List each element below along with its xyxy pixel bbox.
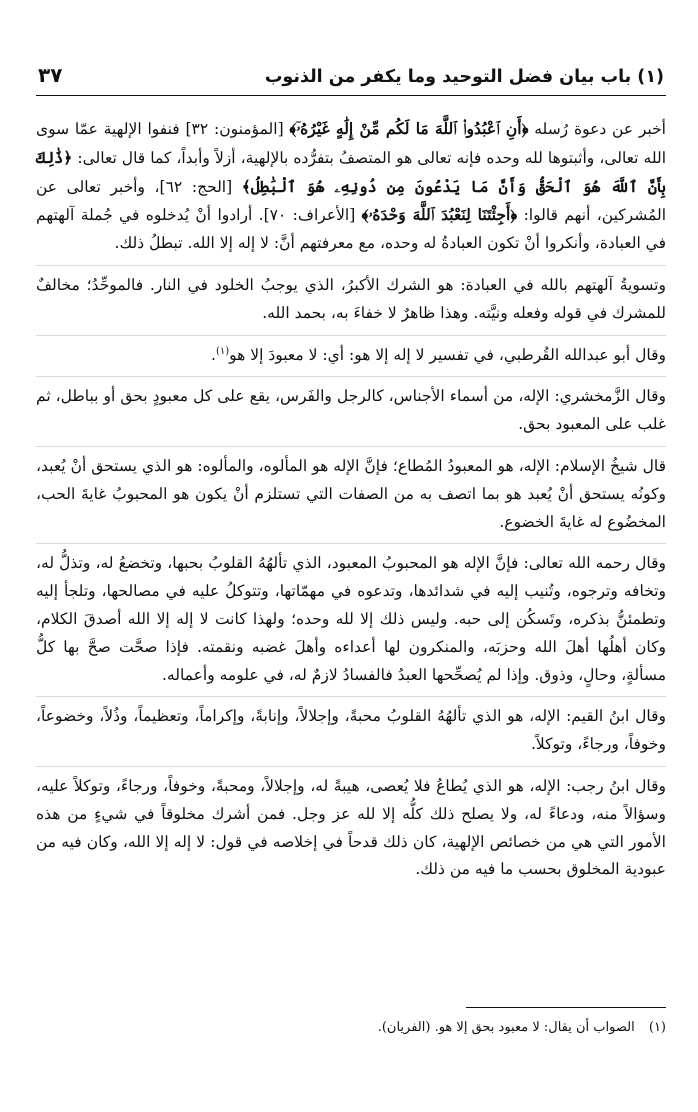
book-page (36, 62, 666, 1092)
footnote-marker: (١) (648, 1020, 666, 1035)
paragraph-text: وقال الزَّمخشري: الإله، من أسماء الأجناس، كالرجل والفَرس، يقع على كل معبودٍ بحق أو بباطل، ثم غلب على المعبود بحق. (36, 387, 666, 434)
running-header (36, 62, 666, 96)
paragraph-text: [المؤمنون: ٣٢] فنفوا الإلهية عمّا سوى الله تعالى، وأثبتوها لله وحده فإنه تعالى هو المتصفُ بتفرُّده بالإلهية، أزلاً وأبداً، كما قال تعالى: (36, 120, 666, 167)
paragraph (36, 544, 666, 697)
quran-verse: ﴿أَنِ ٱعْبُدُوا۟ ٱللَّهَ مَا لَكُم مِّنْ إِلَٰهٍ غَيْرُهُۥٓ﴾ (289, 119, 529, 138)
paragraph-text: وتسويةُ آلهتهم بالله في العبادة: هو الشرك الأكبرُ، الذي يوجبُ الخلود في النار. فالموحِّدُ؛ مخالفٌ للمشرك في قوله وفعله ونيَّته. وهذا ظاهرٌ لا خفاءَ به، بحمد الله. (36, 275, 666, 322)
quran-verse: ﴿ذَٰلِكَ بِأَنَّ ٱللَّهَ هُوَ ٱلْحَقُّ وَأَنَّ مَا يَدْعُونَ مِن دُونِهِۦ هُوَ ٱلْبَٰطِلُ﴾ (36, 147, 667, 196)
paragraph (36, 697, 666, 767)
quran-verse: ﴿أَجِئْتَنَا لِنَعْبُدَ ٱللَّهَ وَحْدَهُۥ﴾ (361, 205, 518, 225)
chapter-title: (١) باب بيان فضل التوحيد وما يكفر من الذنوب (264, 67, 664, 87)
body-text (36, 109, 666, 891)
paragraph-text: [الحج: ٦٢]، وأخبر تعالى عن المُشركين، أنهم قالوا: (36, 177, 667, 225)
paragraph-text: قال شيخُ الإسلام: الإله، هو المعبودُ المُطاع؛ فإنَّ الإله هو المألوه، والمألوه: هو الذي يستحق أنْ يُعبد، وكونُه يستحق أنْ يُعبد هو بما اتصف به من الصفات التي تستلزم أنْ يكون هو المحبوبُ غايةَ الحب، المخضُوع له غايةَ الخضوع. (36, 456, 666, 531)
page-number: ٣٧ (38, 63, 63, 87)
paragraph-text: وقال ابنُ رجب: الإله، هو الذي يُطاعُ فلا يُعصى، هيبةً له، وإجلالاً، ومحبةً، وخوفاً، ورجاءً، وتوكلاً عليه، وسؤالاً منه، ودعاءً له، ولا يصلح ذلك كلُّه إلا لله عز وجل. فمن أشرك مخلوقاً في شيءٍ من هذه الأمور التي هي من خصائص الإلهية، كان ذلك قدحاً في إخلاصه في قول: لا إله إلا الله، وكان فيه من عبودية المخلوق بحسب ما فيه من ذلك. (36, 776, 666, 879)
paragraph-text: [الأعراف: ٧٠]. أرادوا أنْ يُدخلوه في جُملة آلهتهم في العبادة، وأنكروا أنْ تكون العبادةُ له وحده، مع معرفتهم أنَّ: لا إله إلا الله. تبطلُ ذلك. (36, 206, 666, 253)
paragraph-text: أخبر عن دعوة رُسله (528, 120, 666, 138)
paragraph-text: وقال ابنُ القيم: الإله، هو الذي تألهُهُ القلوبُ محبةً، وإجلالاً، وإنابةً، وإكراماً، وتعظيماً، وذُلاً، وخضوعاً، وخوفاً، ورجاءً، وتوكلاً. (36, 707, 666, 754)
footnote-separator (466, 1007, 666, 1008)
paragraph-text: وقال أبو عبدالله القُرطبي، في تفسير لا إله إلا هو: أي: لا معبودَ إلا هو (229, 345, 666, 364)
paragraph (36, 447, 666, 544)
paragraph (36, 377, 666, 447)
paragraph-text: . (211, 345, 216, 364)
footnote-text: الصواب أن يقال: لا معبود بحق إلا هو. (الفريان). (377, 1020, 635, 1035)
paragraph (36, 266, 666, 336)
footnote-reference: (١) (215, 345, 230, 357)
footnote (36, 1018, 666, 1038)
paragraph (36, 109, 666, 266)
paragraph (36, 767, 666, 891)
paragraph (36, 336, 666, 378)
paragraph-text: وقال رحمه الله تعالى: فإنَّ الإله هو المحبوبُ المعبود، الذي تألهُهُ القلوبُ بحبها، وتخضعُ له، وتذلُّ له، وتخافه وترجوه، وتُنيب إليه في شدائدها، وتدعوه في مهمّاتها، وتتوكلُ عليه في مصالحها، وتلجأ إليه وتطمئنُّ بذكره، وتَسكُن إلى حبه. وليس ذلك إلا لله وحده؛ ولهذا كانت لا إله إلا الله أصدقَ الكلام، وكان أهلُها أهلَ الله وحزبَه، والمنكرون لها أعداءه وأهلَ غضبه ونقمته. فإذا صحَّت صحَّ بها كلُّ مسألةٍ، وحالٍ، وذوق. وإذا لم يُصحِّحها العبدُ فالفسادُ لازمٌ له، في علومه وأعماله. (36, 554, 666, 684)
